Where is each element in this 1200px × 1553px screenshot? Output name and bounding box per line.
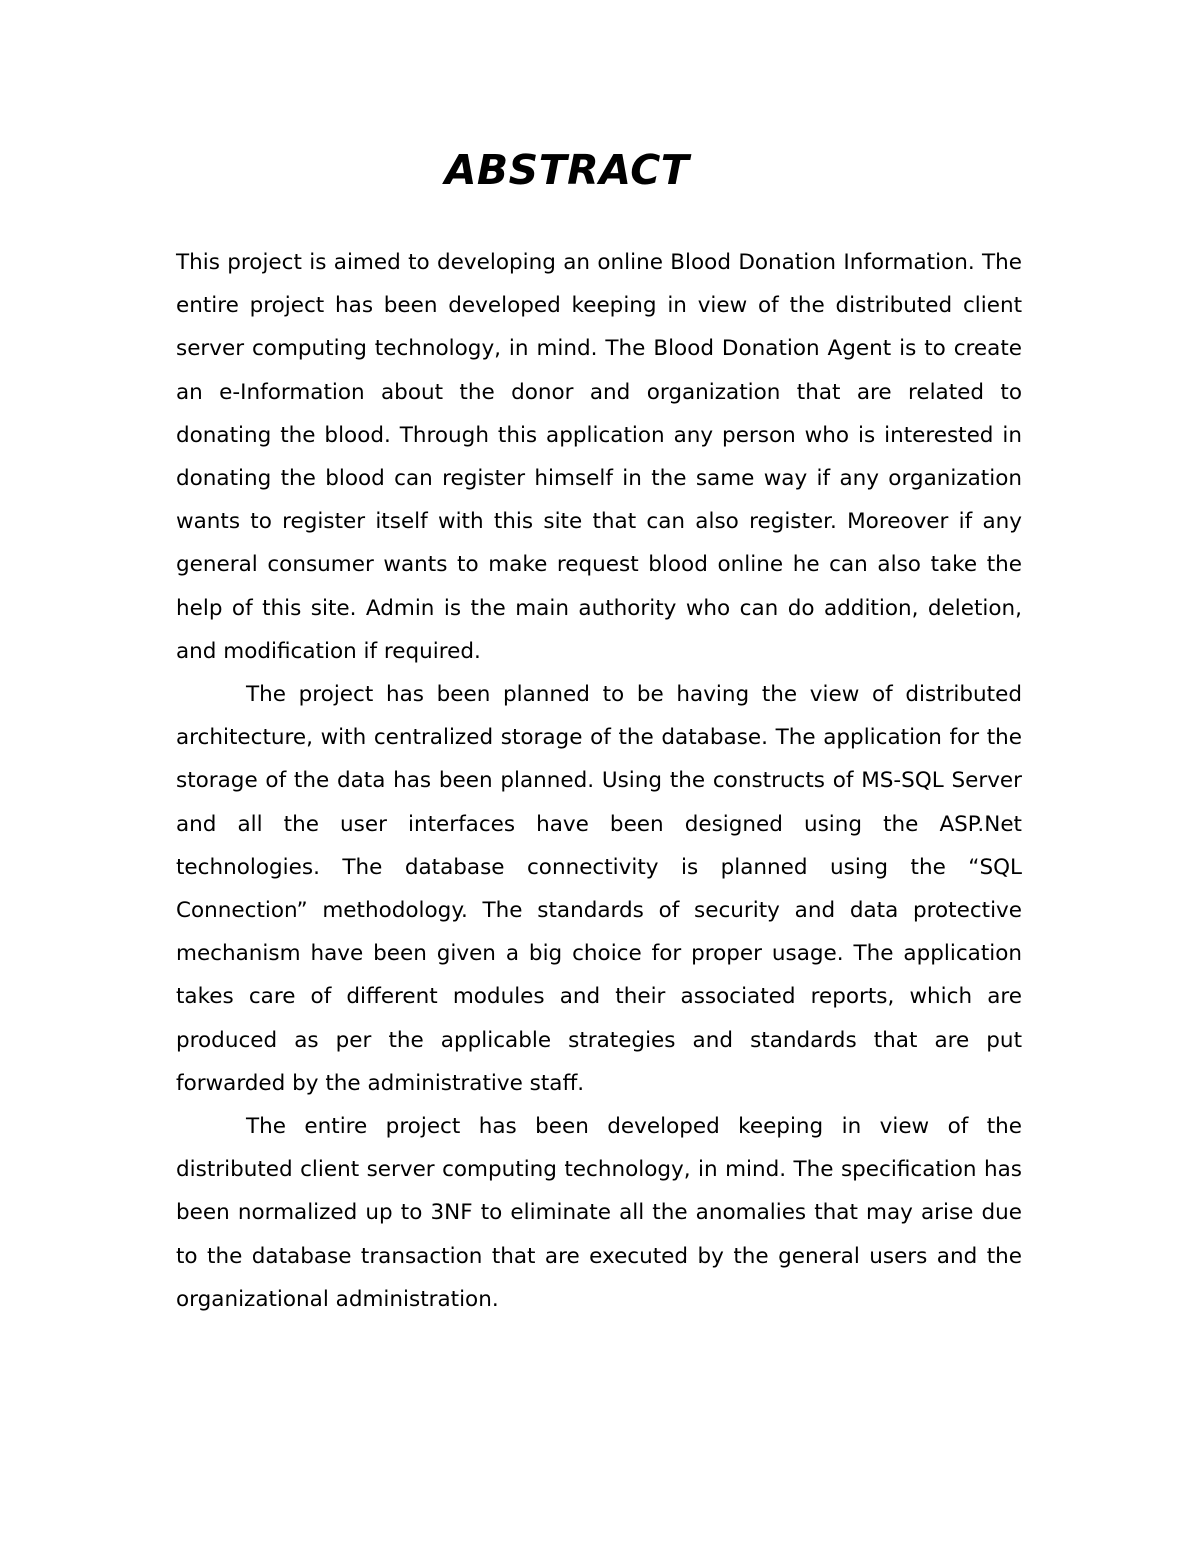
- paragraph-3: The entire project has been developed keeping in view of the distributed client server computing technology, in mind. The specification has been normalized up to 3NF to eliminate all the anomalies that may arise due to the database transaction that are executed by the general users and the organizational administration.: [176, 1114, 1022, 1312]
- abstract-body: [176, 241, 1022, 1321]
- page-title: ABSTRACT: [444, 146, 690, 194]
- paragraph-2: The project has been planned to be having the view of distributed architecture, with centralized storage of the database. The application for the storage of the data has been planned. Using the constructs of MS-SQL Server and all the user interfaces have been designed using the ASP.Net technologies. The database connectivity is planned using the “SQL Connection” methodology. The standards of security and data protective mechanism have been given a big choice for proper usage. The application takes care of different modules and their associated reports, which are produced as per the applicable strategies and standards that are put forwarded by the administrative staff.: [176, 682, 1022, 1096]
- paragraph-1: This project is aimed to developing an online Blood Donation Information. The entire project has been developed keeping in view of the distributed client server computing technology, in mind. The Blood Donation Agent is to create an e-Information about the donor and organization that are related to donating the blood. Through this application any person who is interested in donating the blood can register himself in the same way if any organization wants to register itself with this site that can also register. Moreover if any general consumer wants to make request blood online he can also take the help of this site. Admin is the main authority who can do addition, deletion, and modification if required.: [176, 250, 1022, 664]
